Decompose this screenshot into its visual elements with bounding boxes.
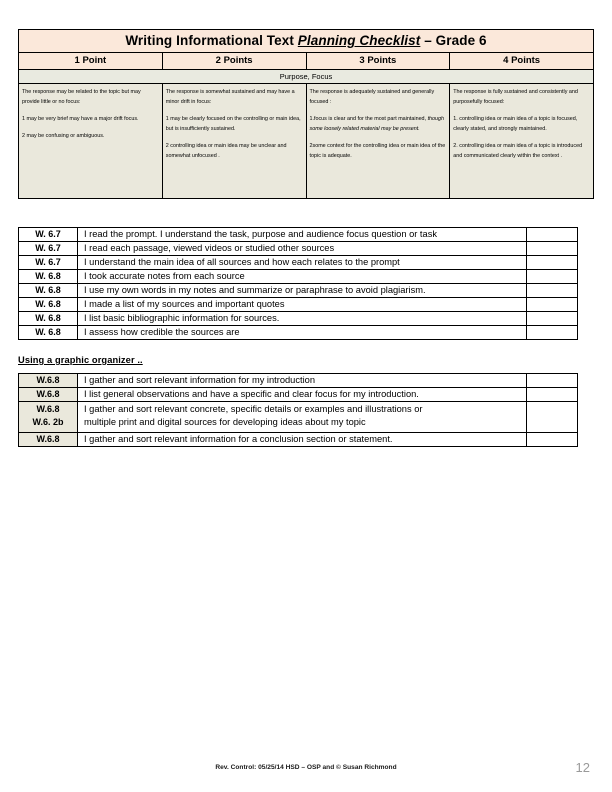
rubric-item-3-1 [310,114,447,134]
checklist-item-text: I read the prompt. I understand the task, purpose and audience focus question or task [78,228,527,242]
checkbox-cell[interactable] [527,312,578,326]
table-row [19,326,578,340]
page-number: 12 [575,760,590,775]
section-heading-graphic-organizer: Using a graphic organizer .. [18,355,143,365]
rubric-points-row [19,53,594,70]
checklist-item-text: I use my own words in my notes and summarize or paraphrase to avoid plagiarism. [78,284,527,298]
rubric-item-4-2: 2. controlling idea or main idea of a topic is introduced and communicated clearly within the context . [453,143,583,159]
standard-code: W.6.8 [19,388,78,402]
rubric-lead-4: The response is fully sustained and consistently and purposefully focused: [453,89,578,105]
checklist-item-text-wrapped [78,402,527,433]
rubric-item-4-1: 1. controlling idea or main idea of a topic is focused, clearly stated, and strongly maintained. [453,116,578,132]
checklist-item-text-line1: I gather and sort relevant concrete, specific details or examples and illustrations or [84,404,423,414]
rubric-cell-3-points [306,84,450,199]
standard-code: W. 6.7 [19,228,78,242]
rubric-title-row [19,30,594,53]
rubric-item-2-1: 1 may be clearly focused on the controlling or main idea, but is insufficiently sustained. [165,116,301,132]
rubric-table [18,29,594,199]
checklist-item-text: I took accurate notes from each source [78,270,527,284]
title-prefix: Writing Informational Text [125,33,298,48]
rubric-band-label: Purpose, Focus [19,70,594,84]
standard-code: W. 6.8 [19,312,78,326]
footer-revision-note: Rev. Control: 05/25/14 HSD – OSP and © Susan Richmond [215,764,397,771]
rubric-cell-2-points [162,84,306,199]
table-row [19,298,578,312]
rubric-band-row [19,70,594,84]
rubric-item-3-2: 2some context for the controlling idea or main idea of the topic is adequate. [309,143,446,159]
standard-code: W. 6.7 [19,242,78,256]
standard-code-primary: W.6.8 [36,404,60,415]
checklist-table-graphic-organizer [18,373,578,447]
rubric-item-3-1-italic: though some loosely related material may be present. [309,116,445,132]
checklist-item-text: I understand the main idea of all sources and how each relates to the prompt [78,256,527,270]
rubric-lead-3: The response is adequately sustained and generally focused : [309,89,435,105]
standard-code: W.6.8 [19,432,78,446]
standard-code-secondary: W.6. 2b [32,417,64,428]
checklist-item-text: I gather and sort relevant information for my introduction [78,374,527,388]
table-row [19,242,578,256]
checkbox-cell[interactable] [527,284,578,298]
checkbox-cell[interactable] [527,402,578,433]
standard-code: W. 6.8 [19,298,78,312]
rubric-lead-1: The response may be related to the topic but may provide little or no focus: [22,89,141,105]
rubric-item-3-1-plain: 1.focus is clear and for the most part maintained, [309,116,428,122]
rubric-descriptor-row [19,84,594,199]
standard-code: W. 6.8 [19,326,78,340]
checkbox-cell[interactable] [527,326,578,340]
table-row [19,388,578,402]
checkbox-cell[interactable] [527,256,578,270]
checklist-item-text: I read each passage, viewed videos or studied other sources [78,242,527,256]
title-suffix: – Grade 6 [420,33,487,48]
checkbox-cell[interactable] [527,270,578,284]
rubric-cell-4-points [450,84,594,199]
checklist-item-text: I list basic bibliographic information for sources. [78,312,527,326]
points-header-2: 2 Points [162,53,306,70]
checklist-item-text-line2: multiple print and digital sources for developing ideas about my topic [84,417,366,428]
checklist-table-research [18,227,578,340]
checkbox-cell[interactable] [527,298,578,312]
rubric-cell-1-point [19,84,163,199]
checklist-item-text: I list general observations and have a specific and clear focus for my introduction. [78,388,527,402]
rubric-lead-2: The response is somewhat sustained and may have a minor drift in focus: [165,89,295,105]
rubric-item-1-2: 2 may be confusing or ambiguous. [22,133,105,139]
table-row [19,284,578,298]
rubric-item-2-2: 2 controlling idea or main idea may be unclear and somewhat unfocused . [165,143,287,159]
table-row [19,312,578,326]
checkbox-cell[interactable] [527,228,578,242]
standard-code: W. 6.7 [19,256,78,270]
standard-code: W.6.8 [19,374,78,388]
checklist-item-text: I gather and sort relevant information for a conclusion section or statement. [78,432,527,446]
rubric-item-1-1: 1 may be very brief may have a major drift focus. [22,116,139,122]
table-row [19,374,578,388]
standard-code-pair [19,402,78,433]
points-header-1: 1 Point [19,53,163,70]
table-row [19,228,578,242]
checkbox-cell[interactable] [527,242,578,256]
table-row [19,256,578,270]
checklist-item-text: I made a list of my sources and important quotes [78,298,527,312]
table-row [19,432,578,446]
checklist-item-text: I assess how credible the sources are [78,326,527,340]
checkbox-cell[interactable] [527,388,578,402]
checkbox-cell[interactable] [527,432,578,446]
table-row [19,402,578,433]
title-emphasis: Planning Checklist [297,33,421,48]
standard-code: W. 6.8 [19,284,78,298]
standard-code: W. 6.8 [19,270,78,284]
table-row [19,270,578,284]
points-header-3: 3 Points [306,53,450,70]
points-header-4: 4 Points [450,53,594,70]
document-title [19,30,594,53]
checkbox-cell[interactable] [527,374,578,388]
